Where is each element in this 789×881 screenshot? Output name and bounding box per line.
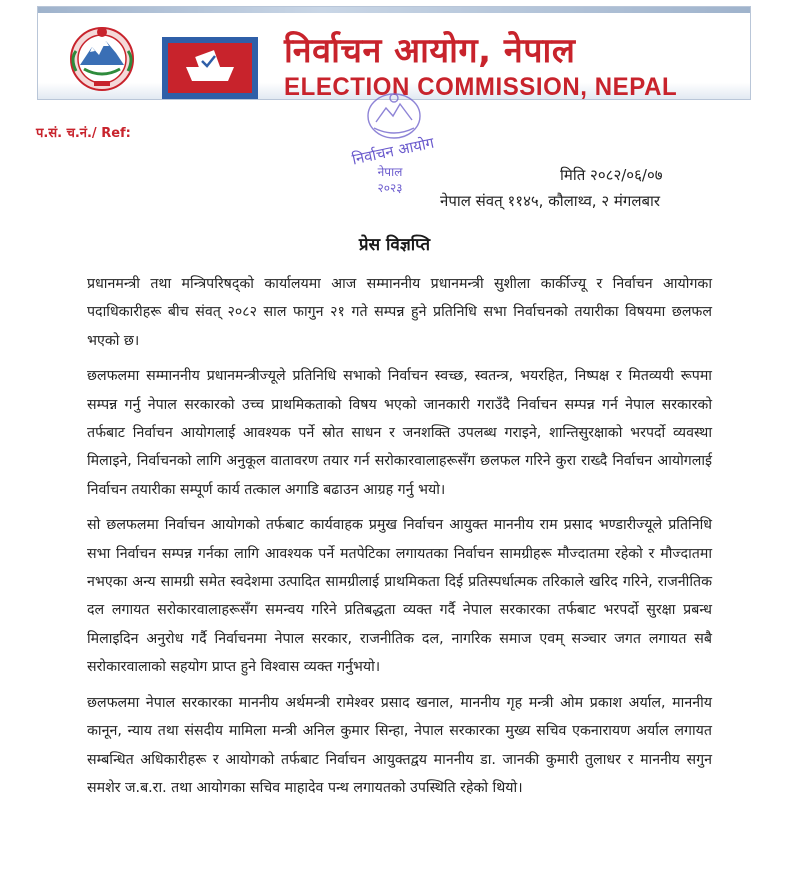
press-release-body — [87, 270, 712, 809]
nepal-coat-of-arms-icon — [66, 21, 138, 93]
ballot-box-icon — [162, 37, 258, 99]
banner-top-strip — [38, 7, 750, 13]
svg-text:नेपाल: नेपाल — [377, 165, 403, 179]
body-paragraph: छलफलमा सम्माननीय प्रधानमन्त्रीज्यूले प्रतिनिधि सभाको निर्वाचन स्वच्छ, स्वतन्त्र, भयरहित, निष्पक्ष र मितव्ययी रूपमा सम्पन्न गर्नु नेपाल सरकारको उच्च प्राथमिकताको विषय भएको जानकारी गराउँदै निर्वाचन सम्पन्न गर्न नेपाल सरकारको तर्फबाट निर्वाचन आयोगलाई आवश्यक पर्ने स्रोत साधन र जनशक्ति उपलब्ध गराइने, शान्तिसुरक्षाको भरपर्दो व्यवस्था मिलाइने, निर्वाचनको लागि अनुकूल वातावरण तयार गर्न सरोकारवालाहरूसँग छलफल गरिने कुरा राख्दै निर्वाचन आयोगलाई निर्वाचन तयारीका सम्पूर्ण कार्य तत्काल अगाडि बढाउन आग्रह गर्नु भयो। — [87, 368, 712, 498]
date-block — [440, 162, 740, 214]
svg-text:निर्वाचन आयोग: निर्वाचन आयोग — [350, 133, 436, 169]
body-paragraph: सो छलफलमा निर्वाचन आयोगको तर्फबाट कार्यवाहक प्रमुख निर्वाचन आयुक्त माननीय राम प्रसाद भण्डारीज्यूले प्रतिनिधि सभा निर्वाचन सम्पन्न गर्नका लागि आवश्यक पर्ने मतपेटिका लगायतका निर्वाचन सामग्रीहरू मौज्दातमा रहेको र मौज्दातमा नभएका अन्य सामग्री समेत स्वदेशमा उत्पादित सामग्रीलाई प्राथमिकता दिई प्रतिस्पर्धात्मक तरिकाले खरिद गरिने, राजनीतिक दल लगायत सरोकारवालाहरूसँग समन्वय गरिने प्रतिबद्धता व्यक्त गर्दै नेपाल सरकारका तर्फबाट भरपर्दो सुरक्षा प्रबन्ध मिलाइदिन अनुरोध गर्दै निर्वाचनमा नेपाल सरकार, राजनीतिक दल, नागरिक समाज एवम् सञ्चार जगत लगायत सबै सरोकारवालाको सहयोग प्राप्त हुने विश्वास व्यक्त गर्नुभयो। — [87, 517, 712, 676]
body-paragraph: छलफलमा नेपाल सरकारका माननीय अर्थमन्त्री रामेश्वर प्रसाद खनाल, माननीय गृह मन्त्री ओम प्रकाश अर्याल, माननीय कानून, न्याय तथा संसदीय मामिला मन्त्री अनिल कुमार सिन्हा, नेपाल सरकारका मुख्य सचिव एकनारायण अर्याल लगायत सम्बन्धित अधिकारीहरू र आयोगको तर्फबाट निर्वाचन आयुक्तद्वय माननीय डा. जानकी कुमारी तुलाधर र माननीय सगुन समशेर ज.ब.रा. तथा आयोगका सचिव माहादेव पन्थ लगायतको उपस्थिति रहेको थियो। — [87, 694, 712, 796]
official-stamp — [340, 88, 448, 203]
press-release-heading: प्रेस विज्ञप्ति — [358, 235, 431, 255]
organization-title-english: ELECTION COMMISSION, NEPAL — [284, 73, 678, 101]
organization-title-nepali: निर्वाचन आयोग, नेपाल — [284, 31, 576, 71]
body-paragraph: प्रधानमन्त्री तथा मन्त्रिपरिषद्को कार्यालयमा आज सम्माननीय प्रधानमन्त्री सुशीला कार्कीज्यू र निर्वाचन आयोगका पदाधिकारीहरू बीच संवत् २०८२ साल फागुन २१ गते सम्पन्न हुने प्रतिनिधि सभा निर्वाचनको तयारीका विषयमा छलफल भएको छ। — [87, 276, 712, 349]
svg-text:२०२३: २०२३ — [377, 181, 403, 195]
reference-number-label: प.सं. च.नं./ Ref: — [36, 126, 131, 141]
nepal-sambat-date-line: नेपाल संवत् ११४५, कौलाथ्व, २ मंगलबार — [440, 192, 661, 210]
date-line: मिति २०८२/०६/०७ — [560, 166, 663, 184]
letterhead-banner — [37, 6, 751, 100]
